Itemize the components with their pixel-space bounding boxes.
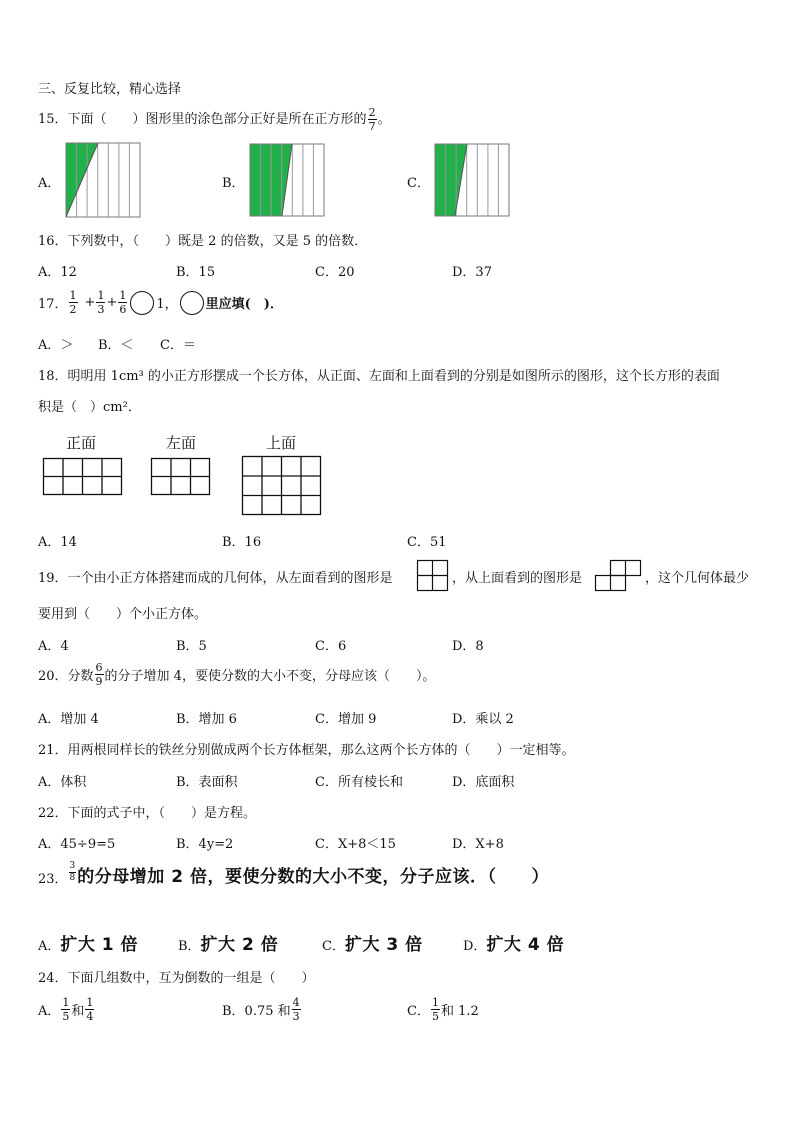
q20-fraction: $\frac{6}{9}$ xyxy=(95,661,103,688)
q18-option-a[interactable]: A．14 xyxy=(38,535,77,550)
section-title: 三、反复比较，精心选择 xyxy=(38,82,182,97)
q21-option-c[interactable]: C．所有棱长和 xyxy=(315,775,403,790)
q17-option-a[interactable]: A．＞ xyxy=(38,338,74,353)
q19-top-view-figure xyxy=(595,560,641,592)
q17-legend-circle xyxy=(180,291,204,315)
q16-option-a[interactable]: A．12 xyxy=(38,265,77,280)
q15-figure-a[interactable] xyxy=(66,143,142,218)
q17-frac-3: $\frac{1}{6}$ xyxy=(119,289,127,316)
q23-option-b[interactable]: B．扩大 2 倍 xyxy=(178,935,279,955)
q24-option-b[interactable]: B．0.75 和 $\frac{4}{3}$ xyxy=(222,996,300,1023)
q18-left-view xyxy=(151,458,211,496)
q23-stem: 23． $\frac{3}{8}$ 的分母增加 2 倍，要使分数的大小不变，分子应该．（ ） xyxy=(38,861,549,887)
q17-option-b[interactable]: B．＜ xyxy=(98,338,134,353)
q19-option-a[interactable]: A．4 xyxy=(38,639,69,654)
q15-figure-b[interactable] xyxy=(250,144,326,218)
q15-option-a-label[interactable]: A． xyxy=(38,176,61,191)
q21-option-a[interactable]: A．体积 xyxy=(38,775,87,790)
q22-stem: 22．下面的式子中，（ ）是方程。 xyxy=(38,806,257,821)
q18-top-view xyxy=(242,456,322,516)
q19-option-b[interactable]: B．5 xyxy=(176,639,207,654)
q17-blank-circle[interactable] xyxy=(130,291,154,315)
q19-part2: ，从上面看到的图形是 xyxy=(452,571,583,586)
q18-stem-line1: 18．明明用 1cm³ 的小正方形摆成一个长方体，从正面、左面和上面看到的分别是如图所示的图形，这个长方形的表面 xyxy=(38,369,720,384)
q15-option-b-label[interactable]: B． xyxy=(222,176,245,191)
q15-figure-c[interactable] xyxy=(435,144,511,218)
q18-stem-line2: 积是（ ）cm²． xyxy=(38,400,141,415)
q23-option-c[interactable]: C．扩大 3 倍 xyxy=(322,935,423,955)
q19-part3: ，这个几何体最少 xyxy=(645,571,750,586)
q16-option-b[interactable]: B．15 xyxy=(176,265,216,280)
q18-front-view xyxy=(43,458,123,496)
q15-option-c-label[interactable]: C． xyxy=(407,176,430,191)
q17-option-c[interactable]: C．＝ xyxy=(160,338,196,353)
q18-option-b[interactable]: B．16 xyxy=(222,535,262,550)
q18-label-front: 正面 xyxy=(66,434,97,452)
q19-option-c[interactable]: C．6 xyxy=(315,639,347,654)
q22-option-a[interactable]: A．45÷9=5 xyxy=(38,837,116,852)
q23-fraction: $\frac{3}{8}$ xyxy=(69,861,76,883)
q17-frac-2: $\frac{1}{3}$ xyxy=(97,289,105,316)
q24-option-a[interactable]: A． $\frac{1}{5}$ 和 $\frac{1}{4}$ xyxy=(38,996,94,1023)
q18-label-top: 上面 xyxy=(266,434,297,452)
q19-stem-line2: 要用到（ ）个小正方体。 xyxy=(38,607,208,622)
q17-stem: 17． $\frac{1}{2}$ + $\frac{1}{3}$ + $\frac{1}{6}$ 1， 里应填( )． xyxy=(38,289,283,316)
q19-part1: 19．一个由小正方体搭建而成的几何体，从左面看到的图形是 xyxy=(38,571,393,586)
q18-option-c[interactable]: C．51 xyxy=(407,535,447,550)
q20-stem: 20．分数 $\frac{6}{9}$ 的分子增加 4，要使分数的大小不变，分母应该（ ）。 xyxy=(38,661,436,688)
q18-label-left: 左面 xyxy=(166,434,197,452)
q19-left-view-figure xyxy=(417,560,449,592)
q15-stem: 15．下面（ ）图形里的涂色部分正好是所在正方形的 $\frac{2}{7}$ 。 xyxy=(38,106,391,133)
q15-fraction: $\frac{2}{7}$ xyxy=(368,106,376,133)
q17-frac-1: $\frac{1}{2}$ xyxy=(69,289,77,316)
q16-option-d[interactable]: D．37 xyxy=(452,265,492,280)
q19-option-d[interactable]: D．8 xyxy=(452,639,484,654)
q22-option-b[interactable]: B．4y=2 xyxy=(176,837,234,852)
q20-option-d[interactable]: D．乘以 2 xyxy=(452,712,514,727)
q23-option-a[interactable]: A．扩大 1 倍 xyxy=(38,935,139,955)
q22-option-d[interactable]: D．X+8 xyxy=(452,837,504,852)
q20-option-c[interactable]: C．增加 9 xyxy=(315,712,377,727)
q22-option-c[interactable]: C．X+8＜15 xyxy=(315,837,396,852)
q21-stem: 21．用两根同样长的铁丝分别做成两个长方体框架，那么这两个长方体的（ ）一定相等。 xyxy=(38,743,575,758)
q16-stem: 16．下列数中，（ ）既是 2 的倍数，又是 5 的倍数． xyxy=(38,234,368,249)
q16-option-c[interactable]: C．20 xyxy=(315,265,355,280)
q21-option-b[interactable]: B．表面积 xyxy=(176,775,238,790)
q21-option-d[interactable]: D．底面积 xyxy=(452,775,515,790)
q23-option-d[interactable]: D．扩大 4 倍 xyxy=(463,935,565,955)
q24-stem: 24．下面几组数中，互为倒数的一组是（ ） xyxy=(38,971,315,986)
q20-option-a[interactable]: A．增加 4 xyxy=(38,712,99,727)
q20-option-b[interactable]: B．增加 6 xyxy=(176,712,237,727)
q24-option-c[interactable]: C． $\frac{1}{5}$ 和 1.2 xyxy=(407,996,479,1023)
